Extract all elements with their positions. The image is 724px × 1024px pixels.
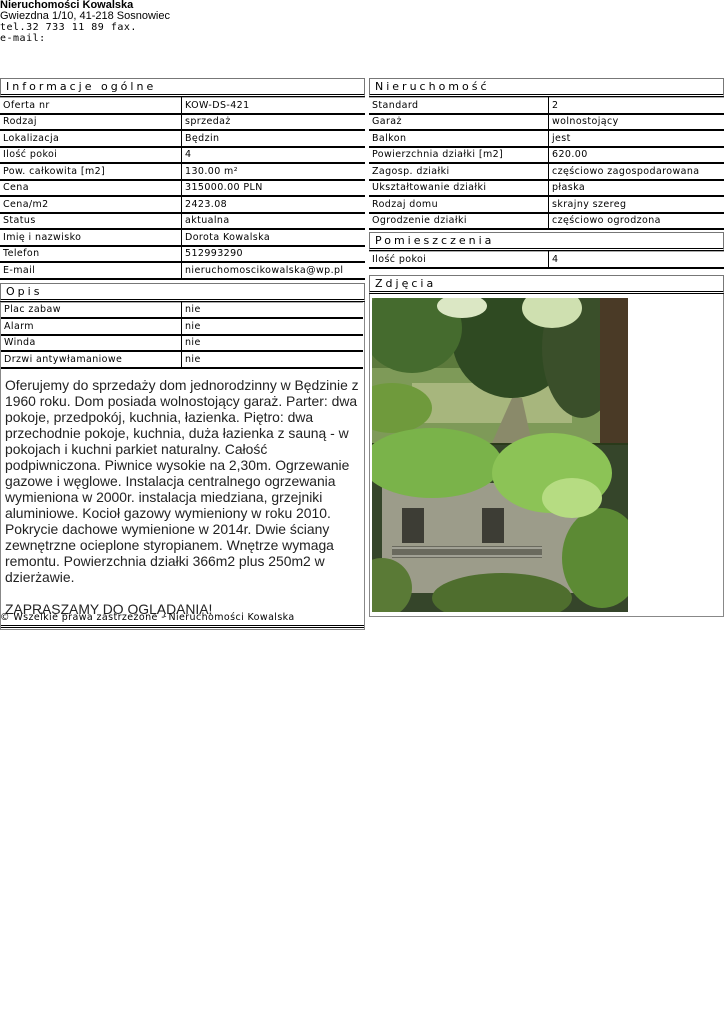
table-row	[369, 196, 724, 213]
row-value: nieruchomoscikowalska@wp.pl	[182, 262, 366, 279]
left-column	[0, 78, 365, 630]
property-photo[interactable]	[372, 298, 628, 612]
table-row	[369, 147, 724, 164]
row-label: Pow. całkowita [m2]	[0, 163, 182, 180]
row-label: E-mail	[0, 262, 182, 279]
table-row	[0, 130, 365, 147]
row-value: nie	[181, 302, 363, 318]
row-value: 4	[549, 252, 724, 268]
row-value: sprzedaż	[182, 114, 366, 131]
row-value: płaska	[549, 180, 724, 197]
table-row	[369, 180, 724, 197]
description-section	[0, 283, 365, 630]
company-email: e-mail:	[0, 33, 46, 44]
rooms-table	[369, 251, 724, 269]
row-value: Dorota Kowalska	[182, 229, 366, 246]
row-value: częściowo zagospodarowana	[549, 163, 724, 180]
row-label: Ukształtowanie działki	[369, 180, 549, 197]
row-label: Balkon	[369, 130, 549, 147]
general-info-title: Informacje ogólne	[0, 78, 365, 97]
row-value: aktualna	[182, 213, 366, 230]
table-row	[1, 351, 363, 368]
company-name: Nieruchomości Kowalska	[0, 0, 134, 11]
row-value: 2	[549, 98, 724, 114]
row-label: Alarm	[1, 318, 181, 335]
row-label: Rodzaj	[0, 114, 182, 131]
table-row	[369, 98, 724, 114]
table-row	[0, 147, 365, 164]
table-row	[0, 196, 365, 213]
photos-section	[369, 275, 724, 617]
row-label: Standard	[369, 98, 549, 114]
table-row	[369, 252, 724, 268]
table-row	[0, 114, 365, 131]
table-row	[1, 318, 363, 335]
rooms-title: Pomieszczenia	[369, 232, 724, 251]
description-text: Oferujemy do sprzedaży dom jednorodzinny w Będzinie z 1960 roku. Dom posiada wolnostojący garaż. Parter: dwa pokoje, przedpokój, kuchnia, łazienka. Piętro: dwa przechodnie pokoje, kuchnia, duża łazienka z sauną - w pokojach i kuchni parkiet naturalny. Całość podpiwniczona. Piwnice wysokie na 2,30m. Ogrzewanie gazowe i węglowe. Instalacja centralnego ogrzewania wymieniona w 2000r. instalacja miedziana, grzejniki aluminiowe. Kocioł gazowy wymieniony w roku 2010. Pokrycie dachowe wymienione w 2014r. Dwie ściany zewnętrzne ocieplone styropianem. Wnętrze wymaga remontu. Powierzchnia działki 366m2 plus 250m2 w dzierżawie.	[5, 376, 359, 585]
row-label: Plac zabaw	[1, 302, 181, 318]
row-label: Ilość pokoi	[369, 252, 549, 268]
row-value: 315000.00 PLN	[182, 180, 366, 197]
company-phone: tel.32 733 11 89 fax.	[0, 22, 137, 33]
row-value: nie	[181, 351, 363, 368]
property-section	[369, 78, 724, 230]
table-row	[0, 180, 365, 197]
table-row	[369, 114, 724, 131]
rooms-section	[369, 232, 724, 269]
photo-box	[369, 294, 724, 617]
row-label: Garaż	[369, 114, 549, 131]
table-row	[1, 302, 363, 318]
row-label: Cena	[0, 180, 182, 197]
row-value: 620.00	[549, 147, 724, 164]
row-value: KOW-DS-421	[182, 98, 366, 114]
row-value: skrajny szereg	[549, 196, 724, 213]
property-title: Nieruchomość	[369, 78, 724, 97]
table-row	[1, 335, 363, 352]
footer-copyright: © Wszelkie prawa zastrzeżone - Nieruchomości Kowalska	[0, 612, 295, 623]
description-title: Opis	[0, 283, 365, 302]
row-value: 2423.08	[182, 196, 366, 213]
table-row	[369, 163, 724, 180]
table-row	[0, 246, 365, 263]
row-value: 512993290	[182, 246, 366, 263]
row-value: częściowo ogrodzona	[549, 213, 724, 230]
row-value: Będzin	[182, 130, 366, 147]
row-label: Ilość pokoi	[0, 147, 182, 164]
row-label: Drzwi antywłamaniowe	[1, 351, 181, 368]
row-label: Zagosp. działki	[369, 163, 549, 180]
row-label: Powierzchnia działki [m2]	[369, 147, 549, 164]
row-value: wolnostojący	[549, 114, 724, 131]
row-label: Oferta nr	[0, 98, 182, 114]
row-value: 4	[182, 147, 366, 164]
row-label: Cena/m2	[0, 196, 182, 213]
description-text-block	[1, 369, 364, 628]
table-row	[0, 213, 365, 230]
table-row	[0, 163, 365, 180]
row-label: Status	[0, 213, 182, 230]
table-row	[0, 229, 365, 246]
property-table	[369, 97, 724, 230]
row-label: Rodzaj domu	[369, 196, 549, 213]
company-address: Gwiezdna 1/10, 41-218 Sosnowiec	[0, 10, 170, 22]
row-label: Telefon	[0, 246, 182, 263]
row-label: Lokalizacja	[0, 130, 182, 147]
features-table	[1, 302, 363, 369]
row-label: Imię i nazwisko	[0, 229, 182, 246]
table-row	[0, 98, 365, 114]
description-box	[0, 302, 365, 630]
row-value: nie	[181, 318, 363, 335]
table-row	[369, 130, 724, 147]
row-label: Winda	[1, 335, 181, 352]
general-info-section	[0, 78, 365, 280]
table-row	[369, 213, 724, 230]
row-value: nie	[181, 335, 363, 352]
row-label: Ogrodzenie działki	[369, 213, 549, 230]
general-info-table	[0, 97, 365, 280]
row-value: 130.00 m²	[182, 163, 366, 180]
table-row	[0, 262, 365, 279]
header	[0, 0, 724, 44]
call-to-action: ZAPRASZAMY DO OGLĄDANIA!	[5, 600, 213, 617]
photos-title: Zdjęcia	[369, 275, 724, 294]
row-value: jest	[549, 130, 724, 147]
right-column	[369, 78, 724, 617]
